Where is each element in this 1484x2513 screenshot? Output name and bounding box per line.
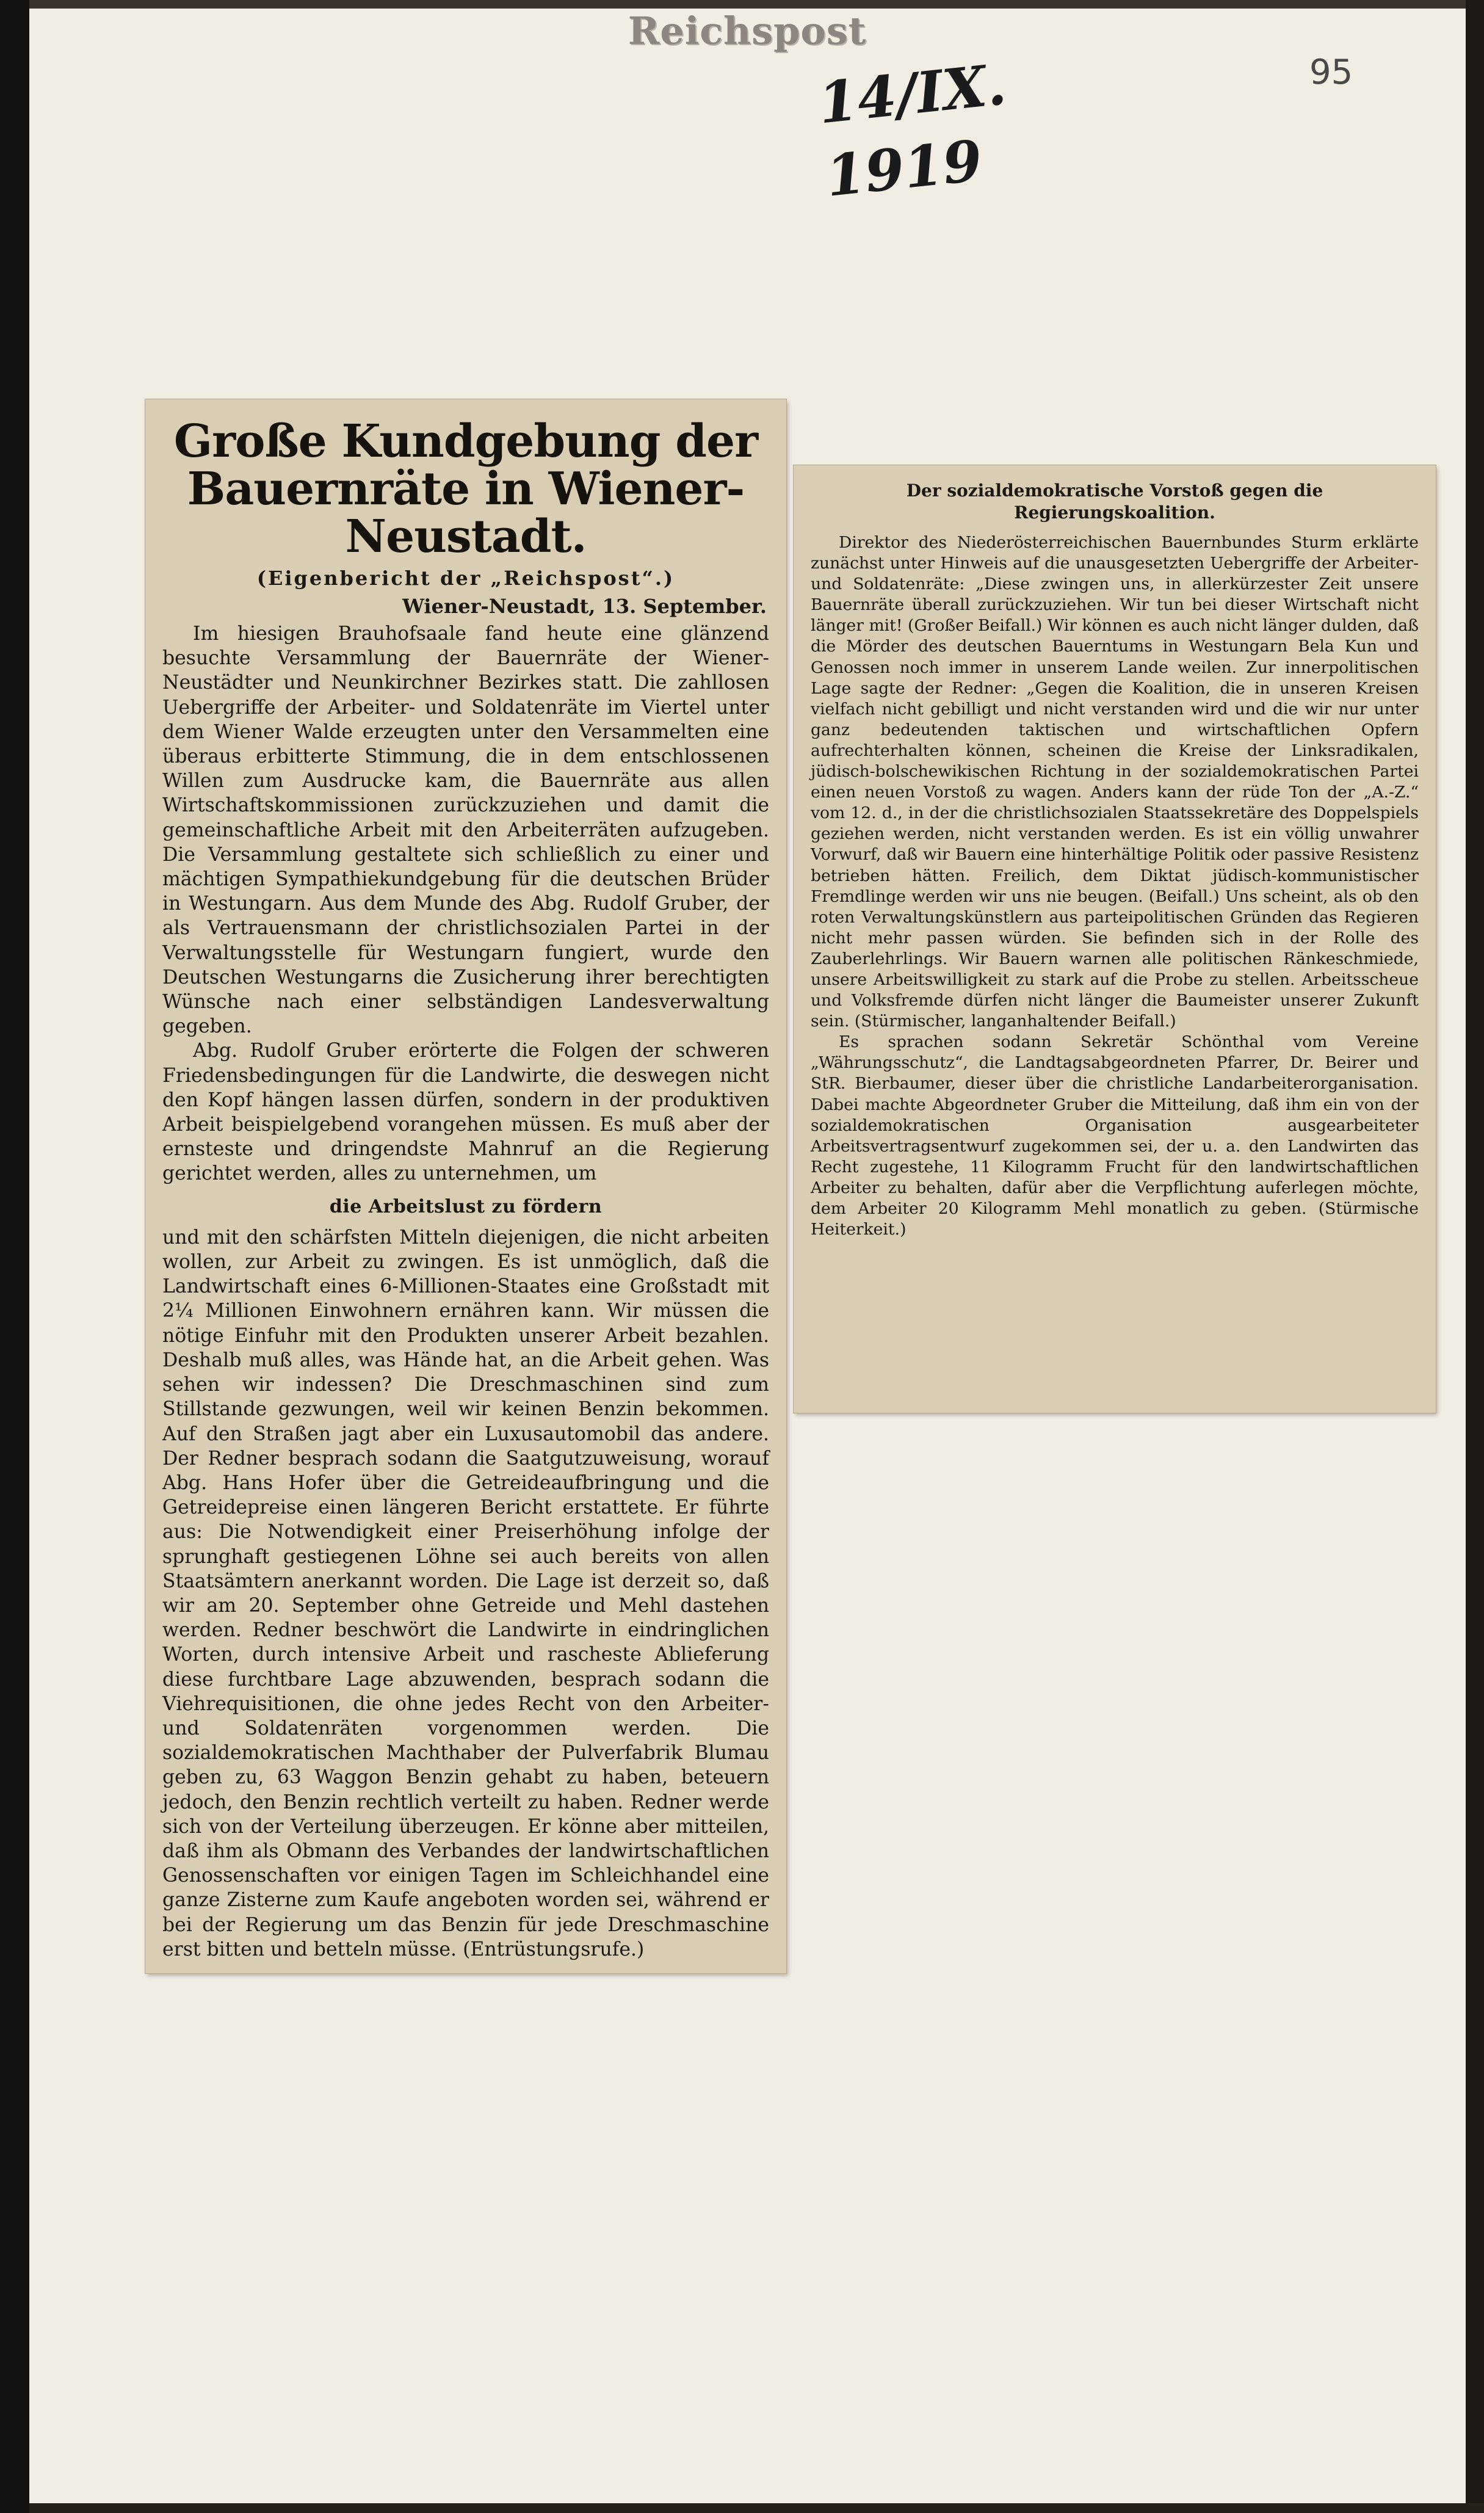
article-paragraph: Direktor des Niederösterreichischen Bauernbundes Sturm erklärte zunächst unter Hinweis auf die unausgesetzten Uebergriffe der Arbeiter- und Soldatenräte: „Diese zwingen uns, in allerkürzester Zeit unsere Bauernräte überall zurückzuziehen. Wir tun bei dieser Wirtschaft nicht länger mit! (Großer Beifall.) Wir können es auch nicht länger dulden, daß die Mörder des deutschen Bauerntums in Westungarn Bela Kun und Genossen noch immer in unserem Lande weilen. Zur innerpolitischen Lage sagte der Redner: „Gegen die Koalition, die in unseren Kreisen vielfach nicht gebilligt und nicht verstanden wird und die wir nur unter ganz bedeutenden taktischen und wirtschaftlichen Opfern aufrechterhalten können, scheinen die Kreise der Linksradikalen, jüdisch-bolschewikischen Richtung in der sozialdemokratischen Partei einen neuen Vorstoß zu wagen. Anders kann der rüde Ton der „A.-Z.“ vom 12. d., in der die christlichsozialen Staatssekretäre des Doppelspiels geziehen werden, nicht verstanden werden. Es ist ein völlig unwahrer Vorwurf, daß wir Bauern eine hinterhältige Politik oder passive Resistenz betrieben hätten. Freilich, dem Diktat jüdisch-kommunistischer Fremdlinge werden wir uns nie beugen. (Beifall.) Uns scheint, als ob den roten Verwaltungskünstlern aus parteipolitischen Gründen das Regieren nicht mehr passen würden. Sie befinden sich in der Rolle des Zauberlehrlings. Wir Bauern warnen alle politischen Ränkeschmiede, unsere Arbeitswilligkeit zu stark auf die Probe zu stellen. Arbeitsscheue und Volksfremde dürfen nicht länger die Baumeister unserer Zukunft sein. (Stürmischer, langanhaltender Beifall.)	[811, 533, 1419, 1031]
newspaper-stamp: Reichspost	[628, 9, 867, 53]
page-number: 95	[1309, 53, 1353, 92]
article-body	[811, 532, 1419, 1240]
article-byline: (Eigenbericht der „Reichspost“.)	[256, 567, 675, 590]
article-paragraph: und mit den schärfsten Mitteln diejenigen, die nicht arbeiten wollen, zur Arbeit zu zwingen. Es ist unmöglich, daß die Landwirtschaft eines 6-Millionen-Staates eine Großstadt mit 2¼ Millionen Einwohnern ernähren kann. Wir müssen die nötige Einfuhr mit den Produkten unserer Arbeit bezahlen. Deshalb muß alles, was Hände hat, an die Arbeit gehen. Was sehen wir indessen? Die Dreschmaschinen sind zum Stillstande gezwungen, weil wir keinen Benzin bekommen. Auf den Straßen jagt aber ein Luxusautomobil das andere. Der Redner besprach sodann die Saatgutzuweisung, worauf Abg. Hans Hofer über die Getreideaufbringung und die Getreidepreise einen längeren Bericht erstattete. Er führte aus: Die Notwendigkeit einer Preiserhöhung infolge der sprunghaft gestiegenen Löhne sei auch bereits von allen Staatsämtern anerkannt worden. Die Lage ist derzeit so, daß wir am 20. September ohne Getreide und Mehl dastehen werden. Redner beschwört die Landwirte in eindringlichen Worten, durch intensive Arbeit und rascheste Ablieferung diese furchtbare Lage abzuwenden, besprach sodann die Viehrequisitionen, die ohne jedes Recht von den Arbeiter- und Soldatenräten vorgenommen werden. Die sozialdemokratischen Machthaber der Pulverfabrik Blumau geben zu, 63 Waggon Benzin gehabt zu haben, beteuern jedoch, den Benzin rechtlich verteilt zu haben. Redner werde sich von der Verteilung überzeugen. Er könne aber mitteilen, daß ihm als Obmann des Verbandes der landwirtschaftlichen Genossenschaften vor einigen Tagen im Schleichhandel eine ganze Zisterne zum Kaufe angeboten worden sei, während er bei der Regierung um das Benzin für jede Dreschmaschine erst bitten und betteln müsse. (Entrüstungsrufe.)	[162, 1226, 769, 1960]
article-subhead: Der sozialdemokratische Vorstoß gegen die Regierungskoalition.	[906, 480, 1323, 523]
article-body	[162, 622, 769, 1962]
article-paragraph: Es sprachen sodann Sekretär Schönthal vom Vereine „Währungsschutz“, die Landtagsabgeordneten Pfarrer, Dr. Beirer und StR. Bierbaumer, dieser über die christliche Landarbeiterorganisation. Dabei machte Abgeordneter Gruber die Mitteilung, daß ihm ein von der sozialdemokratischen Organisation ausgearbeiteter Arbeitsvertragsentwurf zugekommen sei, der u. a. den Landwirten das Recht zugestehe, 11 Kilogramm Frucht für den landwirtschaftlichen Arbeiter zu behalten, dafür aber die Verpflichtung auferlegen möchte, dem Arbeiter 20 Kilogramm Mehl monatlich zu geben. (Stürmische Heiterkeit.)	[811, 1032, 1419, 1239]
article-paragraph: Im hiesigen Brauhofsaale fand heute eine glänzend besuchte Versammlung der Bauernräte der Wiener-Neustädter und Neunkirchner Bezirkes statt. Die zahllosen Uebergriffe der Arbeiter- und Soldatenräte im Viertel unter dem Wiener Walde erzeugten unter den Versammelten eine überaus erbitterte Stimmung, die in dem entschlossenen Willen zum Ausdrucke kam, die Bauernräte aus allen Wirtschaftskommissionen zurückzuziehen und damit die gemeinschaftliche Arbeit mit den Arbeiterräten aufzugeben. Die Versammlung gestaltete sich schließlich zu einer und mächtigen Sympathiekundgebung für die deutschen Brüder in Westungarn. Aus dem Munde des Abg. Rudolf Gruber, der als Vertrauensmann der christlichsozialen Partei in der Verwaltungsstelle für Westungarn fungiert, wurde den Deutschen Westungarns die Zusicherung ihrer berechtigten Wünsche nach einer selbständigen Landesverwaltung gegeben.	[162, 623, 769, 1038]
article-paragraph: Abg. Rudolf Gruber erörterte die Folgen der schweren Friedensbedingungen für die Landwirte, die deswegen nicht den Kopf hängen lassen dürfen, sondern in der produktiven Arbeit beispielgebend vorangehen müssen. Es muß aber der ernsteste und dringendste Mahnruf an die Regierung gerichtet werden, alles zu unternehmen, um	[162, 1040, 769, 1185]
article-subhead: die Arbeitslust zu fördern	[329, 1195, 603, 1217]
article-dateline: Wiener-Neustadt, 13. September.	[402, 595, 767, 618]
article-headline: Große Kundgebung der Bauernräte in Wiener-Neustadt.	[173, 415, 758, 563]
scan-border-bottom	[29, 2503, 1484, 2513]
clipping-left-article	[145, 399, 786, 1973]
scan-border-right	[1466, 0, 1484, 2513]
handwritten-date: 14/IX. 1919	[815, 51, 1010, 209]
scan-border-top	[29, 0, 1484, 9]
scan-border-left	[0, 0, 29, 2513]
clipping-right-article	[794, 465, 1436, 1413]
